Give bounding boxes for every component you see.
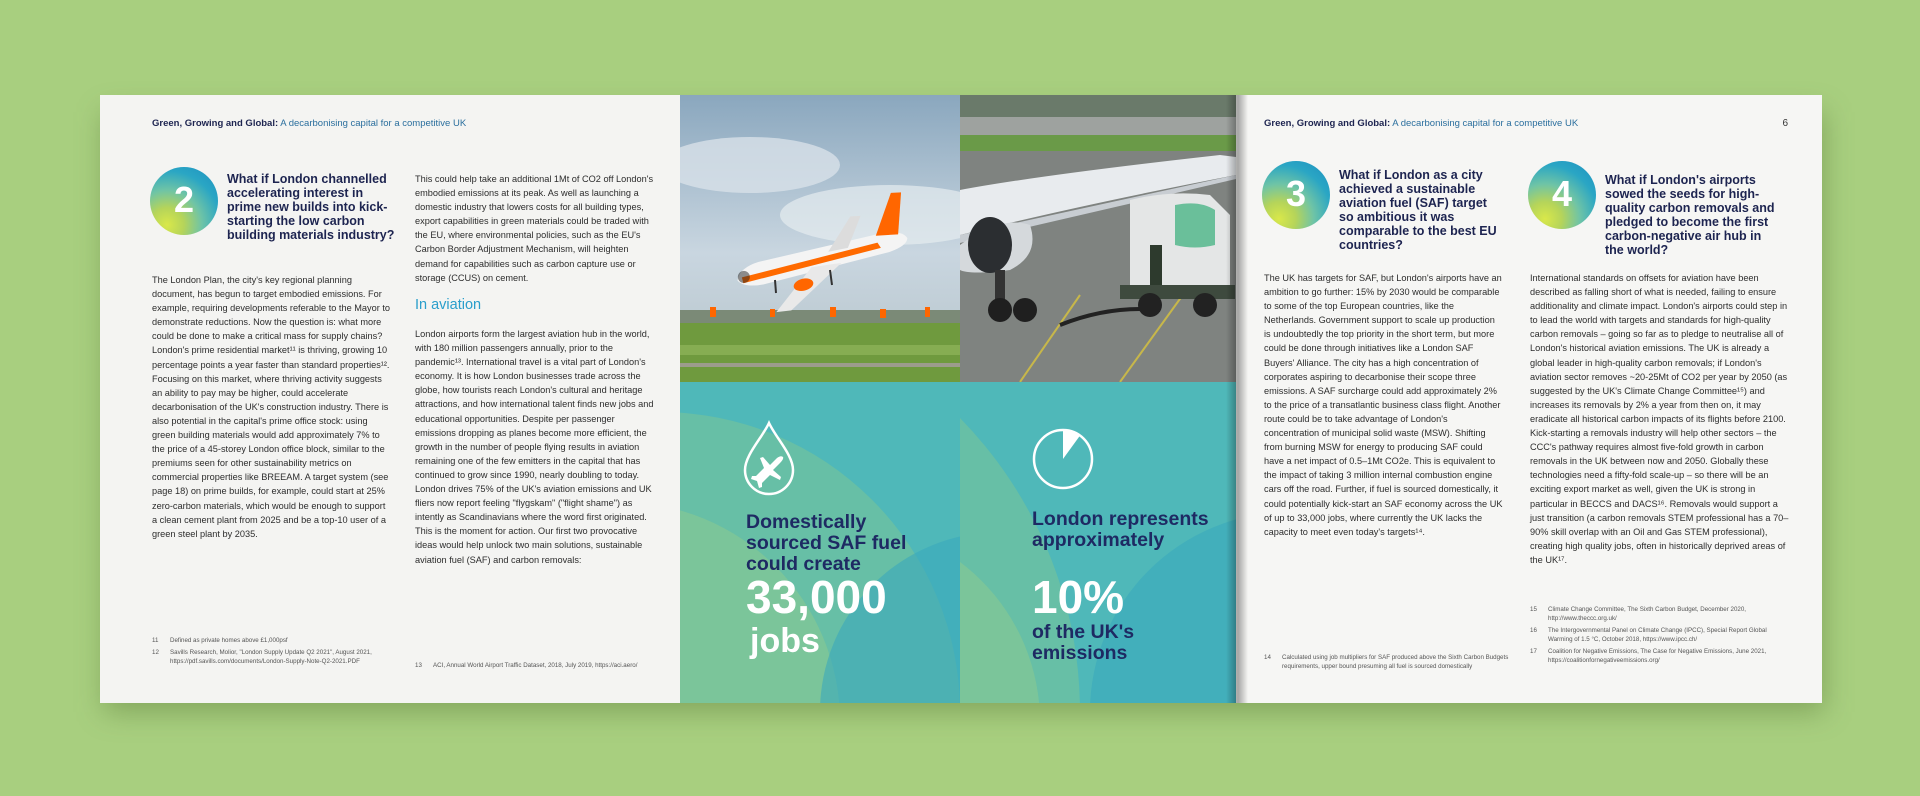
aircraft-refuelling-image	[960, 95, 1236, 382]
footnote-number: 14	[1264, 654, 1271, 661]
footnote-text: Coalition for Negative Emissions, The Case for Negative Emissions, June 2021, https://coalitionfornegativeemissions.org/	[1548, 648, 1767, 664]
footnote-number: 13	[415, 662, 422, 669]
emissions-stat-label: London represents approximately	[1032, 508, 1209, 551]
footnote-text: Savills Research, Molior, "London Supply Update Q2 2021", August 2021, https://pdf.savills.com/documents/London-Supply-Note-Q2-2021.PDF	[170, 649, 372, 665]
page-number: 6	[1782, 118, 1788, 129]
book-gutter	[1226, 95, 1248, 703]
body-column-2-aviation: London airports form the largest aviation hub in the world, with 180 million passengers annually, prior to the pandemic¹³. International travel is a vital part of London's economy. It is how London businesses trade across the globe, how tourists reach London's cultural and heritage attractions, and how international talent finds new jobs and educational opportunities. Despite per passenger emissions dropping as planes become more efficient, the growth in the number of people flying results in aviation remaining one of the few emitters in the capital that has continued to grow since 1990, nearly doubling to today. London drives 75% of the UK's aviation emissions and UK fliers now report feeling "flygskam" ("flight shame") as intently as Scandinavians where the word first originated. This is the moment for action. Our first two provocative ideas would help unlock two main solutions, sustainable aviation fuel (SAF) and carbon removals:	[415, 329, 654, 565]
footnote-number: 16	[1530, 627, 1537, 634]
airplane-landing-image	[680, 95, 960, 382]
saf-jobs-number: 33,000	[746, 571, 887, 623]
saf-jobs-panel	[680, 382, 960, 703]
question-title: What if London channelled accelerating interest in prime new builds into kick-starting the low carbon building materials industry?	[227, 172, 395, 242]
aircraft-refuelling-photo	[960, 95, 1236, 382]
footnote	[152, 636, 392, 645]
footnote	[152, 648, 392, 666]
footnote-text: The Intergovernmental Panel on Climate Change (IPCC), Special Report Global Warming of 1.5 °C, October 2018, https://www.ipcc.ch/	[1548, 627, 1767, 643]
running-head	[152, 118, 466, 129]
question-number: 3	[1285, 173, 1307, 214]
running-head	[1264, 118, 1578, 129]
footnote-text: Climate Change Committee, The Sixth Carbon Budget, December 2020, http://www.theccc.org.uk/	[1548, 606, 1746, 622]
saf-jobs-unit: jobs	[750, 622, 820, 660]
footnotes-left	[152, 636, 392, 669]
question-4-badge	[1528, 161, 1596, 229]
gauge-slice	[1063, 430, 1080, 459]
footnote-number: 12	[152, 649, 159, 656]
saf-stat-label: Domestically sourced SAF fuel could create	[746, 511, 907, 575]
footnote-text: Calculated using job multipliers for SAF produced above the Sixth Carbon Budgets requirements, upper bound presuming all fuel is sourced domestically	[1282, 654, 1509, 670]
question-4-body: International standards on offsets for aviation have been described as falling short of what is needed, failing to ensure additionality and climate impact. London's airports could step in to lead the world with targets and standards for high-quality carbon removals – going so far as to pledge to neutralise all of London's historical aviation emissions. The UK is already a global leader in high-quality carbon removals; if London's aviation sector removes ~20-25Mt of CO2 per year by 2050 (as suggested by the UK's Climate Change Committee¹⁵) and increases its removals by 2% a year from then on, it may eradicate all historical carbon impacts of its flights before 2100. Kick-starting a removals industry will help other sectors – the CCC's pathway requires almost five-fold growth in carbon removals in the UK between now and 2050. Globally these technologies need a fifty-fold scale-up – so there will be an exciting export market as well, given the UK is strong in particular in BECCS and DACS¹⁶. Removals would support a just transition (a carbon removals STEM professional has a 70–90% skill overlap with an Oil and Gas STEM professional), creating high quality jobs, often in historically deprived areas of the UK¹⁷.	[1530, 273, 1789, 565]
footnote-number: 17	[1530, 648, 1537, 655]
footnote	[1530, 647, 1770, 665]
footnote	[1264, 653, 1509, 671]
question-3-badge	[1262, 161, 1330, 229]
airplane-landing-photo	[680, 95, 960, 382]
section-subheading: In aviation	[415, 297, 482, 313]
running-head-title: Green, Growing and Global:	[1264, 118, 1391, 129]
question-number: 2	[173, 179, 195, 220]
footnotes-right-2	[1530, 605, 1770, 668]
footnotes-left-2	[415, 661, 655, 673]
question-number-badge	[150, 167, 218, 235]
question-4-title: What if London's airports sowed the seeds for high-quality carbon removals and pledged to become the first carbon-negative air hub in the world?	[1605, 173, 1775, 257]
footnote	[1530, 626, 1770, 644]
question-3-body: The UK has targets for SAF, but London's airports have an ambition to go further: 15% by 2030 would be comparable to some of the top European countries, like the Netherlands. Government support to scale up production is undoubtedly the top priority in the short term, but more could be done through initiatives like a London SAF Buyers' Alliance. The city has a high concentration of corporates aspiring to decarbonise their scope three emissions. A SAF surcharge could add approximately 2% to the price of a transatlantic business class flight. Another route could be to take advantage of London's concentration of municipal solid waste (MSW). Shifting from burning MSW for energy to producing SAF could have a net impact of 0.5–1Mt CO2e. This is equivalent to the impact of taking 3 million internal combustion engine cars off the road. Further, if fuel is sourced domestically, it could potentially kick-start an SAF economy across the UK of up to 33,000 jobs, where currently the UK lacks the capacity to meet even today's targets¹⁴.	[1264, 273, 1503, 537]
emissions-unit: of the UK's emissions	[1032, 621, 1135, 664]
left-page	[100, 95, 680, 703]
plane-droplet-icon	[740, 420, 798, 498]
footnote-text: Defined as private homes above £1,000psf	[170, 637, 288, 644]
running-head-subtitle: A decarbonising capital for a competitive UK	[1392, 118, 1579, 129]
footnote	[1530, 605, 1770, 623]
brochure-spread	[100, 95, 1822, 703]
footnote-text: ACI, Annual World Airport Traffic Dataset, 2018, July 2019, https://aci.aero/	[433, 662, 638, 669]
footnote-number: 11	[152, 637, 159, 644]
emissions-percent: 10%	[1032, 571, 1125, 623]
pie-gauge-icon	[1030, 426, 1096, 492]
emissions-share-panel	[960, 382, 1236, 703]
body-column-1: The London Plan, the city's key regional planning document, has begun to target embodied emissions. For example, requiring developments referable to the Mayor to demonstrate reductions. Now the question is: what more could be done to make a critical mass for supply chains? London's prime residential market¹¹ is thriving, growing 10 percentage points a year faster than standard properties¹². Focusing on this market, where thriving activity suggests an ability to pay may be higher, could accelerate decarbonisation of the UK's construction industry. There is also potential in the capital's prime office stock: using green building materials would add approximately 7% to the price of a 45-storey London office block, similar to the premiums seen for other sustainability metrics on commercial properties like BREEAM. A target system (see page 18) on prime builds, for example, could start at 25% zero-carbon materials, which would be enough to support a clean cement plant from 2025 and be a top-10 user of a green steel plant by 2035.	[152, 275, 390, 539]
body-column-2: This could help take an additional 1Mt of CO2 off London's embodied emissions at its peak. As well as launching a domestic industry that lowers costs for all building types, export capabilities in green materials could be traded with the EU, where environmental policies, such as the EU's Carbon Border Adjustment Mechanism, will heighten demand for capabilities such as carbon capture use or storage (CCUS) on cement.	[415, 174, 654, 283]
footnote	[415, 661, 655, 670]
right-page	[1236, 95, 1822, 703]
footnotes-right-1	[1264, 653, 1509, 674]
running-head-subtitle: A decarbonising capital for a competitive UK	[280, 118, 467, 129]
question-3-title: What if London as a city achieved a sustainable aviation fuel (SAF) target so ambitious it was comparable to the best EU countries?	[1339, 168, 1497, 252]
footnote-number: 15	[1530, 606, 1537, 613]
question-number: 4	[1551, 173, 1573, 214]
running-head-title: Green, Growing and Global:	[152, 118, 279, 129]
